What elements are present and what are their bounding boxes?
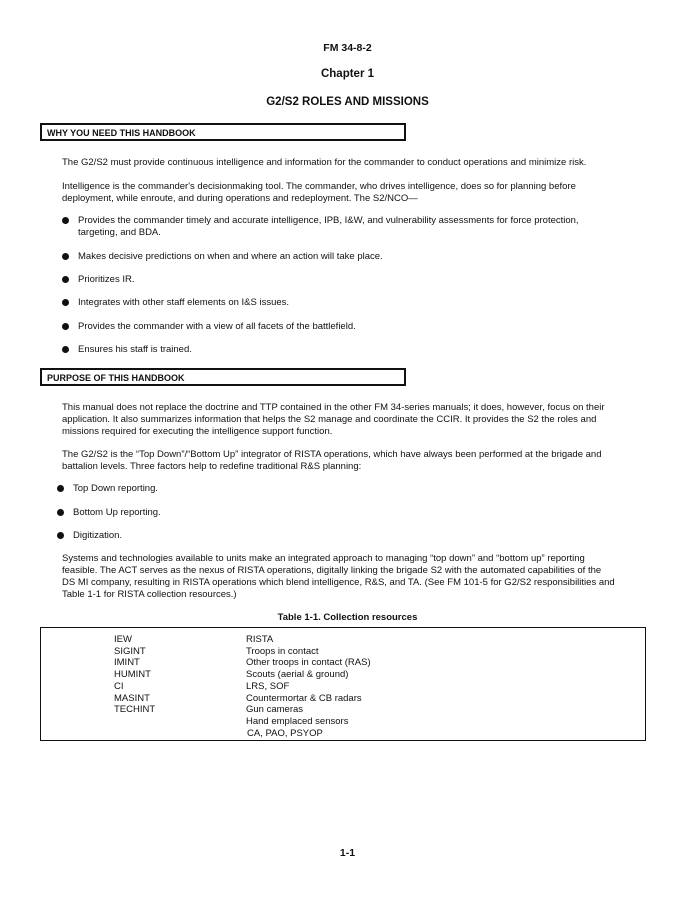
bullet-text: Prioritizes IR. xyxy=(78,274,135,285)
paragraph: battalion levels. Three factors help to redefine traditional R&S planning: xyxy=(62,461,362,472)
document-id: FM 34-8-2 xyxy=(323,42,372,54)
page-number: 1-1 xyxy=(339,847,356,859)
table-cell: MASINT xyxy=(114,692,150,704)
paragraph: The G2/S2 is the “Top Down”/“Bottom Up” integrator of RISTA operations, which have always been performed at the brigade and xyxy=(62,449,602,460)
section-heading-why: WHY YOU NEED THIS HANDBOOK xyxy=(40,123,406,141)
table-cell: SIGINT xyxy=(114,645,146,657)
table-cell: Scouts (aerial & ground) xyxy=(246,669,349,681)
table-cell: Other troops in contact (RAS) xyxy=(246,657,371,669)
collection-resources-table xyxy=(40,627,646,741)
table-cell: LRS, SOF xyxy=(246,680,290,692)
table-right-column xyxy=(246,634,371,739)
bullet-icon xyxy=(62,276,69,283)
bullet-icon xyxy=(62,253,69,260)
bullet-text: Ensures his staff is trained. xyxy=(78,344,192,355)
table-left-column xyxy=(114,634,155,716)
table-cell: IMINT xyxy=(114,657,140,669)
bullet-icon xyxy=(57,485,64,492)
paragraph: deployment, while enroute, and during operations and redeployment. The S2/NCO— xyxy=(62,193,418,204)
bullet-icon xyxy=(62,346,69,353)
table-cell: CI xyxy=(114,680,124,692)
table-cell: Gun cameras xyxy=(246,704,304,716)
paragraph: Table 1-1 for RISTA collection resources.) xyxy=(62,589,237,600)
section-heading-purpose: PURPOSE OF THIS HANDBOOK xyxy=(40,368,406,386)
bullet-icon xyxy=(62,323,69,330)
bullet-text: Provides the commander with a view of all facets of the battlefield. xyxy=(78,321,356,332)
table-cell: Hand emplaced sensors xyxy=(246,715,349,727)
paragraph: The G2/S2 must provide continuous intelligence and information for the commander to conduct operations and minimize risk. xyxy=(62,157,587,168)
table-cell: TECHINT xyxy=(114,704,156,716)
table-cell: CA, PAO, PSYOP xyxy=(247,727,323,739)
table-cell: RISTA xyxy=(246,634,274,645)
bullet-text: Makes decisive predictions on when and where an action will take place. xyxy=(78,251,383,262)
paragraph: Intelligence is the commander's decisionmaking tool. The commander, who drives intelligence, does so for planning before xyxy=(62,181,576,192)
chapter-label: Chapter 1 xyxy=(320,68,375,80)
bullet-text: Integrates with other staff elements on I&S issues. xyxy=(78,297,290,308)
bullet-text: Bottom Up reporting. xyxy=(73,507,161,518)
table-cell: Countermortar & CB radars xyxy=(246,692,362,704)
bullet-text: Top Down reporting. xyxy=(73,483,159,494)
table-caption: Table 1-1. Collection resources xyxy=(277,612,418,623)
paragraph: This manual does not replace the doctrine and TTP contained in the other FM 34-series manuals; it does, however, focus on their xyxy=(62,402,605,413)
paragraph: DS MI company, resulting in RISTA operations which blend intelligence, R&S, and TA. (See FM 101-5 for G2/S2 responsibilities and xyxy=(62,577,615,588)
paragraph: Systems and technologies available to units make an integrated approach to managing “top down” and “bottom up” reporting xyxy=(62,553,585,564)
table-cell: Troops in contact xyxy=(246,645,319,657)
paragraph: missions required for executing the intelligence support function. xyxy=(62,426,333,437)
bullet-text: Digitization. xyxy=(73,530,123,541)
bullet-text: Provides the commander timely and accurate intelligence, IPB, I&W, and vulnerability assessments for force protection, xyxy=(78,215,579,226)
table-cell: IEW xyxy=(114,634,132,645)
bullet-icon xyxy=(57,532,64,539)
paragraph: feasible. The ACT serves as the nexus of RISTA operations, digitally linking the brigade S2 with the automated capabilities of the xyxy=(62,565,602,576)
bullet-text: targeting, and BDA. xyxy=(78,227,161,238)
chapter-title: G2/S2 ROLES AND MISSIONS xyxy=(266,96,429,108)
paragraph: application. It also summarizes information that helps the S2 manage and coordinate the CCIR. It provides the S2 the roles and xyxy=(62,414,597,425)
bullet-icon xyxy=(57,509,64,516)
bullet-icon xyxy=(62,299,69,306)
table-cell: HUMINT xyxy=(114,669,151,681)
bullet-icon xyxy=(62,217,69,224)
